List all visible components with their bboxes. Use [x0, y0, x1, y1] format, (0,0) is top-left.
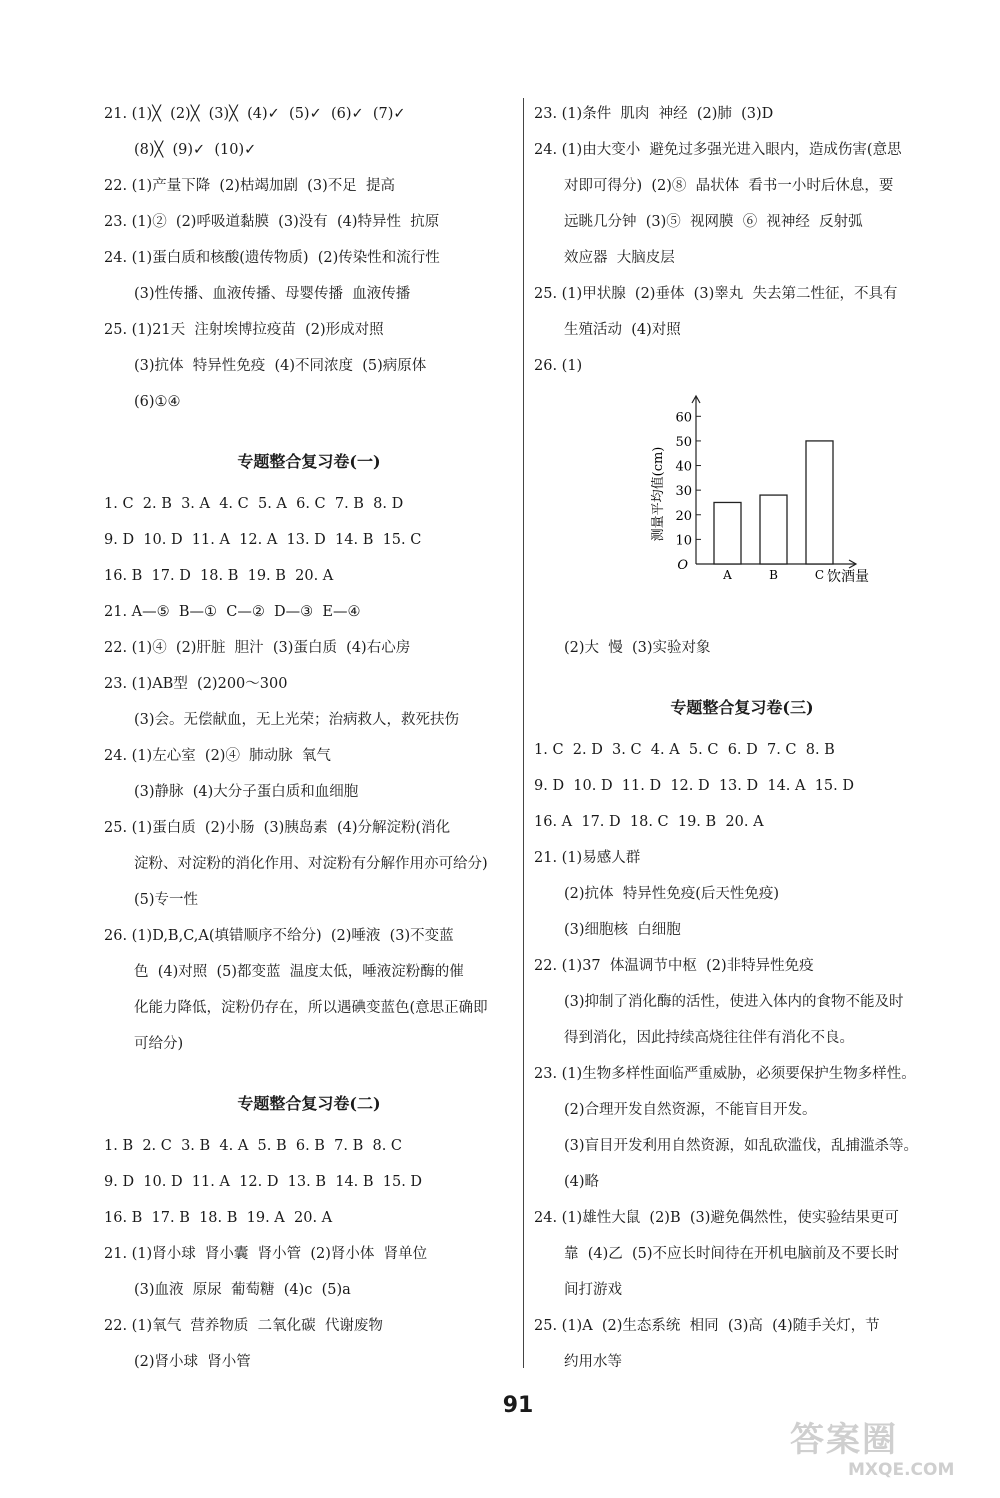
answer-continuation: (3)抑制了消化酶的活性，使进入体内的食物不能及时 [564, 994, 904, 1010]
answer-line: 25. (1)21天 注射埃博拉疫苗 (2)形成对照 [104, 322, 384, 338]
answer-line: 25. (1)甲状腺 (2)垂体 (3)睾丸 失去第二性征，不具有 [534, 286, 898, 302]
answer-continuation: (2)肾小球 肾小管 [134, 1354, 251, 1370]
answer-line: 21. (1)╳ (2)╳ (3)╳ (4)✓ (5)✓ (6)✓ (7)✓ [104, 106, 406, 122]
answer-continuation: (3)会。无偿献血，无上光荣；治病救人，救死扶伤 [134, 712, 460, 728]
answer-line: 21. (1)肾小球 肾小囊 肾小管 (2)肾小体 肾单位 [104, 1246, 428, 1262]
answer-continuation: (3)性传播、血液传播、母婴传播 血液传播 [134, 286, 411, 302]
left-column [104, 96, 514, 1380]
answer-line: 9. D 10. D 11. A 12. A 13. D 14. B 15. C [104, 532, 422, 548]
answer-continuation: (3)细胞核 白细胞 [564, 922, 681, 938]
answer-continuation: 淀粉、对淀粉的消化作用、对淀粉有分解作用亦可给分) [134, 856, 488, 872]
answer-line: 25. (1)A (2)生态系统 相同 (3)高 (4)随手关灯，节 [534, 1318, 880, 1334]
bar-B [760, 495, 787, 564]
answer-line: 16. B 17. B 18. B 19. A 20. A [104, 1210, 333, 1226]
right-column [534, 96, 950, 1380]
answer-line: 26. (1)D,B,C,A(填错顺序不给分) (2)唾液 (3)不变蓝 [104, 928, 454, 944]
y-tick-label: 20 [675, 508, 692, 524]
answer-line: 22. (1)产量下降 (2)枯竭加剧 (3)不足 提高 [104, 178, 395, 194]
answer-continuation: 远眺几分钟 (3)⑤ 视网膜 ⑥ 视神经 反射弧 [564, 214, 863, 230]
answer-continuation: (3)抗体 特异性免疫 (4)不同浓度 (5)病原体 [134, 358, 427, 374]
answer-continuation: (6)①④ [134, 394, 181, 410]
answer-continuation: 间打游戏 [564, 1282, 622, 1298]
watermark-url: MXQE.COM [848, 1460, 955, 1480]
answer-line: 23. (1)生物多样性面临严重威胁，必须要保护生物多样性。 [534, 1066, 916, 1082]
x-axis-label: 饮酒量 [827, 569, 869, 585]
answer-continuation: 约用水等 [564, 1354, 622, 1370]
answer-line: 22. (1)④ (2)肝脏 胆汁 (3)蛋白质 (4)右心房 [104, 640, 411, 656]
answer-continuation: (8)╳ (9)✓ (10)✓ [134, 142, 257, 158]
y-tick-label: 60 [675, 410, 692, 426]
answer-continuation: 效应器 大脑皮层 [564, 250, 675, 266]
answer-line: 23. (1)条件 肌肉 神经 (2)肺 (3)D [534, 106, 774, 122]
y-tick-label: 50 [675, 434, 692, 450]
answer-line: 22. (1)氧气 营养物质 二氧化碳 代谢废物 [104, 1318, 383, 1334]
section-title: 专题整合复习卷(三) [670, 698, 814, 717]
answer-line: 24. (1)由大变小 避免过多强光进入眼内，造成伤害(意思 [534, 142, 902, 158]
answer-line: 21. A—⑤ B—① C—② D—③ E—④ [104, 604, 361, 620]
answer-continuation: 化能力降低，淀粉仍存在，所以遇碘变蓝色(意思正确即 [134, 1000, 488, 1016]
answer-continuation: 得到消化，因此持续高烧往往伴有消化不良。 [564, 1030, 854, 1046]
bar-A [714, 502, 741, 564]
answer-line: 23. (1)② (2)呼吸道黏膜 (3)没有 (4)特异性 抗原 [104, 214, 440, 230]
answer-continuation: (2)合理开发自然资源，不能盲目开发。 [564, 1102, 817, 1118]
answer-continuation: (3)静脉 (4)大分子蛋白质和血细胞 [134, 784, 359, 800]
y-tick-label: 10 [675, 533, 692, 549]
answer-line: 24. (1)蛋白质和核酸(遗传物质) (2)传染性和流行性 [104, 250, 440, 266]
y-axis-label: 测量平均值(cm) [651, 446, 666, 542]
answer-continuation: (3)盲目开发利用自然资源，如乱砍滥伐，乱捕滥杀等。 [564, 1138, 919, 1154]
column-divider [523, 98, 524, 1368]
answer-continuation: (4)略 [564, 1174, 600, 1190]
watermark-logo: 答案圈 [790, 1420, 898, 1460]
answer-continuation: (3)血液 原尿 葡萄糖 (4)c (5)a [134, 1282, 351, 1298]
section-title: 专题整合复习卷(一) [237, 452, 381, 471]
answer-line: 23. (1)AB型 (2)200～300 [104, 676, 288, 692]
answer-line: 25. (1)蛋白质 (2)小肠 (3)胰岛素 (4)分解淀粉(消化 [104, 820, 451, 836]
answer-line: 1. C 2. D 3. C 4. A 5. C 6. D 7. C 8. B [534, 742, 835, 758]
answer-continuation: 生殖活动 (4)对照 [564, 322, 681, 338]
answer-line: 16. B 17. D 18. B 19. B 20. A [104, 568, 334, 584]
bar-chart [534, 384, 950, 630]
answer-continuation: 对即可得分) (2)⑧ 晶状体 看书一小时后休息，要 [564, 178, 894, 194]
answer-line: 1. B 2. C 3. B 4. A 5. B 6. B 7. B 8. C [104, 1138, 403, 1154]
answer-line: 24. (1)雄性大鼠 (2)B (3)避免偶然性，使实验结果更可 [534, 1210, 899, 1226]
answer-line: 1. C 2. B 3. A 4. C 5. A 6. C 7. B 8. D [104, 496, 404, 512]
bar-C [806, 441, 833, 564]
answer-line: 9. D 10. D 11. A 12. D 13. B 14. B 15. D [104, 1174, 423, 1190]
y-tick-label: 40 [675, 459, 692, 475]
x-tick-label: C [814, 568, 825, 582]
bar-chart-svg [534, 384, 950, 630]
answer-line: 26. (1) [534, 358, 583, 374]
answer-line: 24. (1)左心室 (2)④ 肺动脉 氧气 [104, 748, 331, 764]
answer-continuation: 色 (4)对照 (5)都变蓝 温度太低，唾液淀粉酶的催 [134, 964, 464, 980]
x-tick-label: A [723, 568, 732, 582]
answer-line: 9. D 10. D 11. D 12. D 13. D 14. A 15. D [534, 778, 854, 794]
y-tick-label: O [677, 558, 688, 573]
answer-line: 16. A 17. D 18. C 19. B 20. A [534, 814, 764, 830]
section-title: 专题整合复习卷(二) [237, 1094, 381, 1113]
answer-continuation: 靠 (4)乙 (5)不应长时间待在开机电脑前及不要长时 [564, 1246, 900, 1262]
y-tick-label: 30 [675, 484, 692, 500]
answer-continuation: (2)抗体 特异性免疫(后天性免疫) [564, 886, 780, 902]
answer-line: 22. (1)37 体温调节中枢 (2)非特异性免疫 [534, 958, 814, 974]
answer-continuation: (2)大 慢 (3)实验对象 [564, 640, 711, 656]
answer-line: 21. (1)易感人群 [534, 850, 641, 866]
x-tick-label: B [769, 568, 778, 582]
answer-continuation: (5)专一性 [134, 892, 199, 908]
page-number: 91 [502, 1393, 534, 1418]
answer-continuation: 可给分) [134, 1036, 184, 1052]
